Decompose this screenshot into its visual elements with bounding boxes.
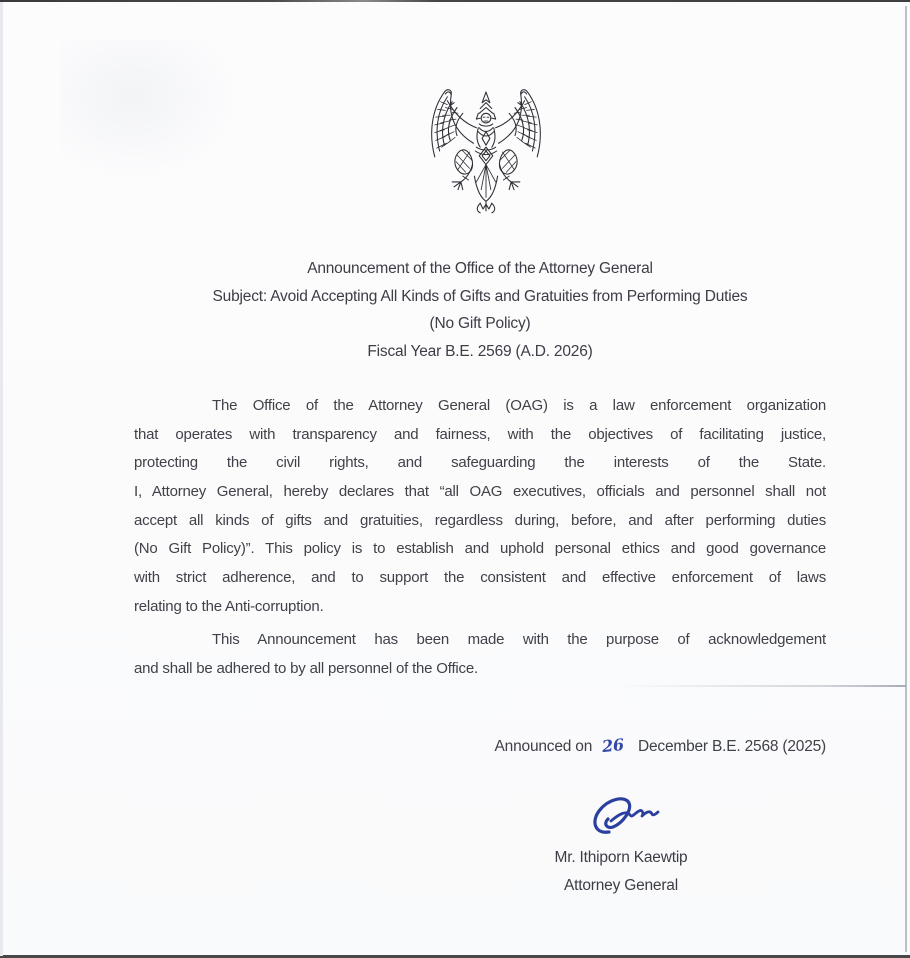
document-title: Announcement of the Office of the Attorney General [307,260,653,277]
paragraph-line: that operates with transparency and fairness, with the objectives of facilitating justice, [134,425,826,443]
signatory-block [471,847,771,897]
signature-mark [583,790,663,842]
policy-name: (No Gift Policy) [429,315,531,332]
paragraph-line: accept all kinds of gifts and gratuities, regardless during, before, and after performing duties [134,511,826,529]
scan-edge-top [0,0,910,2]
body-paragraph-1 [134,392,826,622]
scan-smudge [60,40,240,180]
body-paragraph-2 [134,626,826,683]
paper-crease [620,685,906,687]
fiscal-year: Fiscal Year B.E. 2569 (A.D. 2026) [367,342,593,360]
garuda-emblem-icon [428,86,544,216]
announcement-title-block [134,255,826,365]
paragraph-line: (No Gift Policy)”. This policy is to establish and uphold personal ethics and good governance [134,540,826,558]
paragraph-line: relating to the Anti-corruption. [134,597,324,615]
paragraph-line: This Announcement has been made with the purpose of acknowledgement [212,631,826,648]
scan-edge-left [0,2,3,956]
paragraph-line: protecting the civil rights, and safeguarding the interests of the State. [134,454,826,472]
announced-suffix: December B.E. 2568 (2025) [638,738,826,755]
paragraph-line: and shall be adhered to by all personnel of the Office. [134,659,478,677]
scan-edge-right [905,6,907,952]
announced-date-line [134,736,838,756]
document-subject: Subject: Avoid Accepting All Kinds of Gifts and Gratuities from Performing Duties [212,287,748,305]
signatory-title: Attorney General [564,877,678,894]
handwritten-day: 26 [601,734,625,757]
signatory-name: Mr. Ithiporn Kaewtip [554,849,688,866]
announced-prefix: Announced on [494,738,593,755]
paragraph-line: I, Attorney General, hereby declares that “all OAG executives, officials and personnel shall not [134,483,826,501]
paragraph-line: The Office of the Attorney General (OAG) is a law enforcement organization [212,397,826,414]
paragraph-line: with strict adherence, and to support the consistent and effective enforcement of laws [134,569,826,587]
